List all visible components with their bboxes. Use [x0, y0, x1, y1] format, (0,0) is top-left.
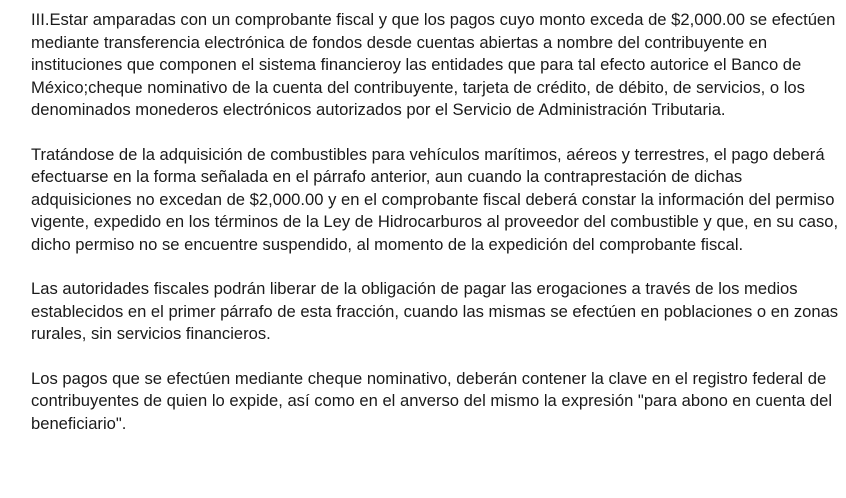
- paragraph-cheque-nominativo: Los pagos que se efectúen mediante cheque nominativo, deberán contener la clave en el registro federal de contribuyentes de quien lo expide, así como en el anverso del mismo la expresión "para abono en cuenta del beneficiario".: [31, 368, 833, 433]
- paragraph-combustibles: Tratándose de la adquisición de combustibles para vehículos marítimos, aéreos y terrestres, el pago deberá efectuarse en la forma señalada en el párrafo anterior, aun cuando la contraprestación de dichas adquisiciones no excedan de $2,000.00 y en el comprobante fiscal deberá constar la información del permiso vigente, expedido en los términos de la Ley de Hidrocarburos al proveedor del combustible y que, en su caso, dicho permiso no se encuentre suspendido, al momento de la expedición del comprobante fiscal.: [31, 144, 839, 254]
- paragraph-fraccion-iii: III.Estar amparadas con un comprobante fiscal y que los pagos cuyo monto exceda de $2,000.00 se efectúen mediante transferencia electrónica de fondos desde cuentas abiertas a nombre del contribuyente en instituciones que componen el sistema financieroy las entidades que para tal efecto autorice el Banco de México;cheque nominativo de la cuenta del contribuyente, tarjeta de crédito, de débito, de servicios, o los denominados monederos electrónicos autorizados por el Servicio de Administración Tributaria.: [31, 10, 836, 119]
- document-body: [31, 9, 839, 435]
- paragraph-autoridades-fiscales: Las autoridades fiscales podrán liberar de la obligación de pagar las erogaciones a través de los medios establecidos en el primer párrafo de esta fracción, cuando las mismas se efectúen en poblaciones o en zonas rurales, sin servicios financieros.: [31, 279, 839, 343]
